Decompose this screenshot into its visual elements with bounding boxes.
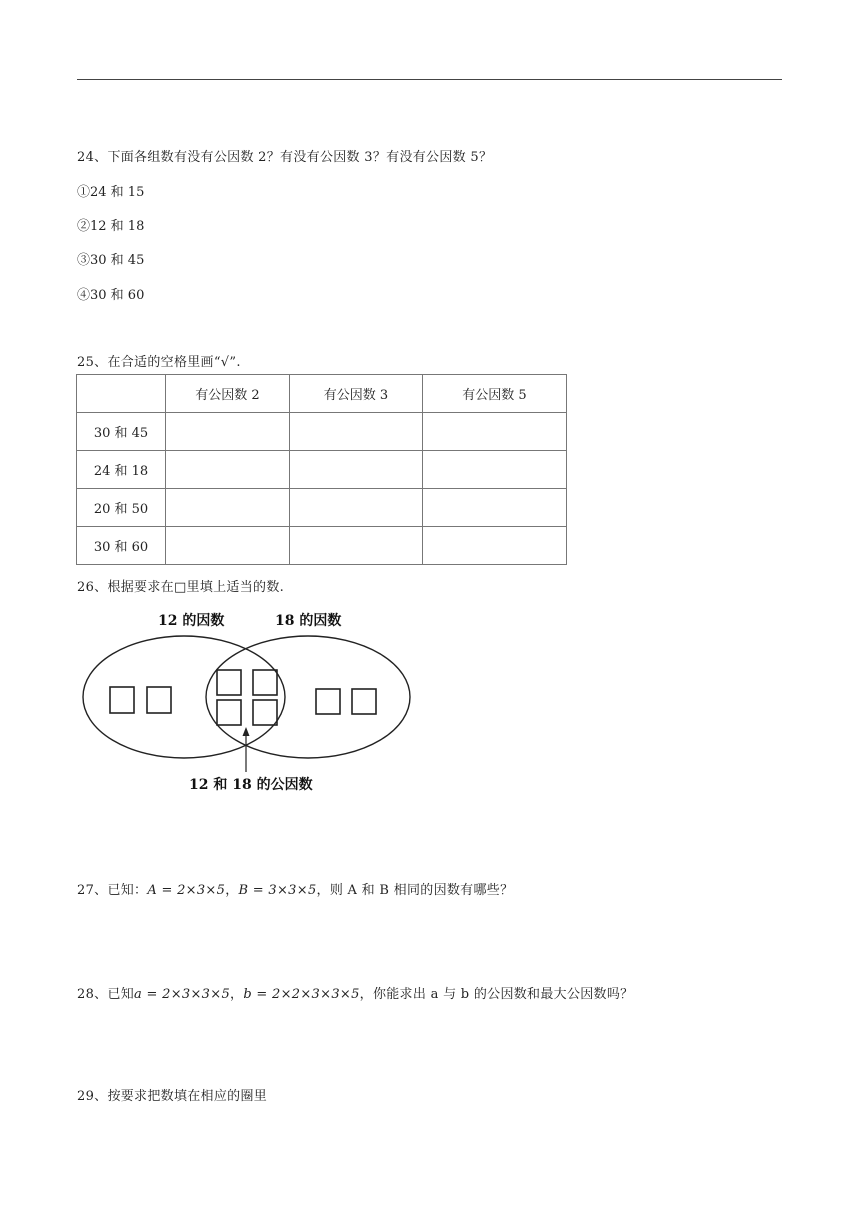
answer-box[interactable] bbox=[217, 700, 241, 725]
q27-sep: ， bbox=[225, 883, 239, 898]
table-header-cell: 有公因数 2 bbox=[166, 375, 290, 413]
q28-text bbox=[77, 983, 633, 1002]
table-row bbox=[77, 413, 567, 451]
table-header-cell bbox=[77, 375, 166, 413]
answer-box[interactable] bbox=[253, 700, 277, 725]
answer-box[interactable] bbox=[352, 689, 376, 714]
arrow-up-icon bbox=[243, 727, 250, 736]
answer-box[interactable] bbox=[110, 687, 134, 713]
answer-cell[interactable] bbox=[166, 489, 290, 527]
q27-prefix: 27、已知： bbox=[77, 883, 148, 898]
q28-expr-b: b = 2×2×3×3×5 bbox=[243, 987, 360, 1002]
answer-cell[interactable] bbox=[423, 489, 567, 527]
q24-option-4: ④30 和 60 bbox=[77, 288, 145, 303]
q27-expr-b: B = 3×3×5 bbox=[238, 883, 317, 898]
answer-box[interactable] bbox=[217, 670, 241, 695]
q28-sep: ， bbox=[230, 987, 244, 1002]
table-row bbox=[77, 451, 567, 489]
venn-diagram bbox=[78, 602, 418, 797]
row-label: 20 和 50 bbox=[77, 489, 166, 527]
header-rule bbox=[77, 79, 782, 80]
table-row bbox=[77, 489, 567, 527]
q28-expr-a: a = 2×3×3×5 bbox=[134, 987, 231, 1002]
answer-cell[interactable] bbox=[290, 413, 423, 451]
answer-cell[interactable] bbox=[290, 527, 423, 565]
venn-left-label: 12 的因数 bbox=[158, 613, 225, 629]
table-row bbox=[77, 527, 567, 565]
venn-right-circle bbox=[206, 636, 410, 758]
q26-title: 26、根据要求在□里填上适当的数. bbox=[77, 580, 285, 595]
venn-bottom-label: 12 和 18 的公因数 bbox=[189, 777, 313, 793]
table-header-cell: 有公因数 3 bbox=[290, 375, 423, 413]
q24-option-2: ②12 和 18 bbox=[77, 219, 145, 234]
q27-suffix: ，则 A 和 B 相同的因数有哪些？ bbox=[316, 883, 514, 898]
row-label: 30 和 60 bbox=[77, 527, 166, 565]
answer-cell[interactable] bbox=[166, 527, 290, 565]
answer-box[interactable] bbox=[316, 689, 340, 714]
answer-cell[interactable] bbox=[423, 413, 567, 451]
venn-right-label: 18 的因数 bbox=[275, 613, 342, 629]
answer-cell[interactable] bbox=[166, 413, 290, 451]
table-header-cell: 有公因数 5 bbox=[423, 375, 567, 413]
row-label: 24 和 18 bbox=[77, 451, 166, 489]
answer-cell[interactable] bbox=[290, 489, 423, 527]
answer-cell[interactable] bbox=[290, 451, 423, 489]
answer-box[interactable] bbox=[253, 670, 277, 695]
q24-option-3: ③30 和 45 bbox=[77, 253, 145, 268]
q25-title: 25、在合适的空格里画“√”. bbox=[77, 355, 241, 370]
answer-cell[interactable] bbox=[423, 527, 567, 565]
q27-expr-a: A = 2×3×5 bbox=[147, 883, 226, 898]
row-label: 30 和 45 bbox=[77, 413, 166, 451]
q24-option-1: ①24 和 15 bbox=[77, 185, 145, 200]
q24-title: 24、下面各组数有没有公因数 2？有没有公因数 3？有没有公因数 5？ bbox=[77, 150, 493, 165]
venn-left-circle bbox=[83, 636, 285, 758]
q27-text bbox=[77, 879, 513, 898]
answer-cell[interactable] bbox=[166, 451, 290, 489]
q28-prefix: 28、已知 bbox=[77, 987, 135, 1002]
answer-cell[interactable] bbox=[423, 451, 567, 489]
answer-box[interactable] bbox=[147, 687, 171, 713]
q29-title: 29、按要求把数填在相应的圈里 bbox=[77, 1089, 268, 1104]
q28-suffix: ，你能求出 a 与 b 的公因数和最大公因数吗？ bbox=[359, 987, 634, 1002]
q25-table bbox=[76, 374, 567, 565]
table-header-row bbox=[77, 375, 567, 413]
